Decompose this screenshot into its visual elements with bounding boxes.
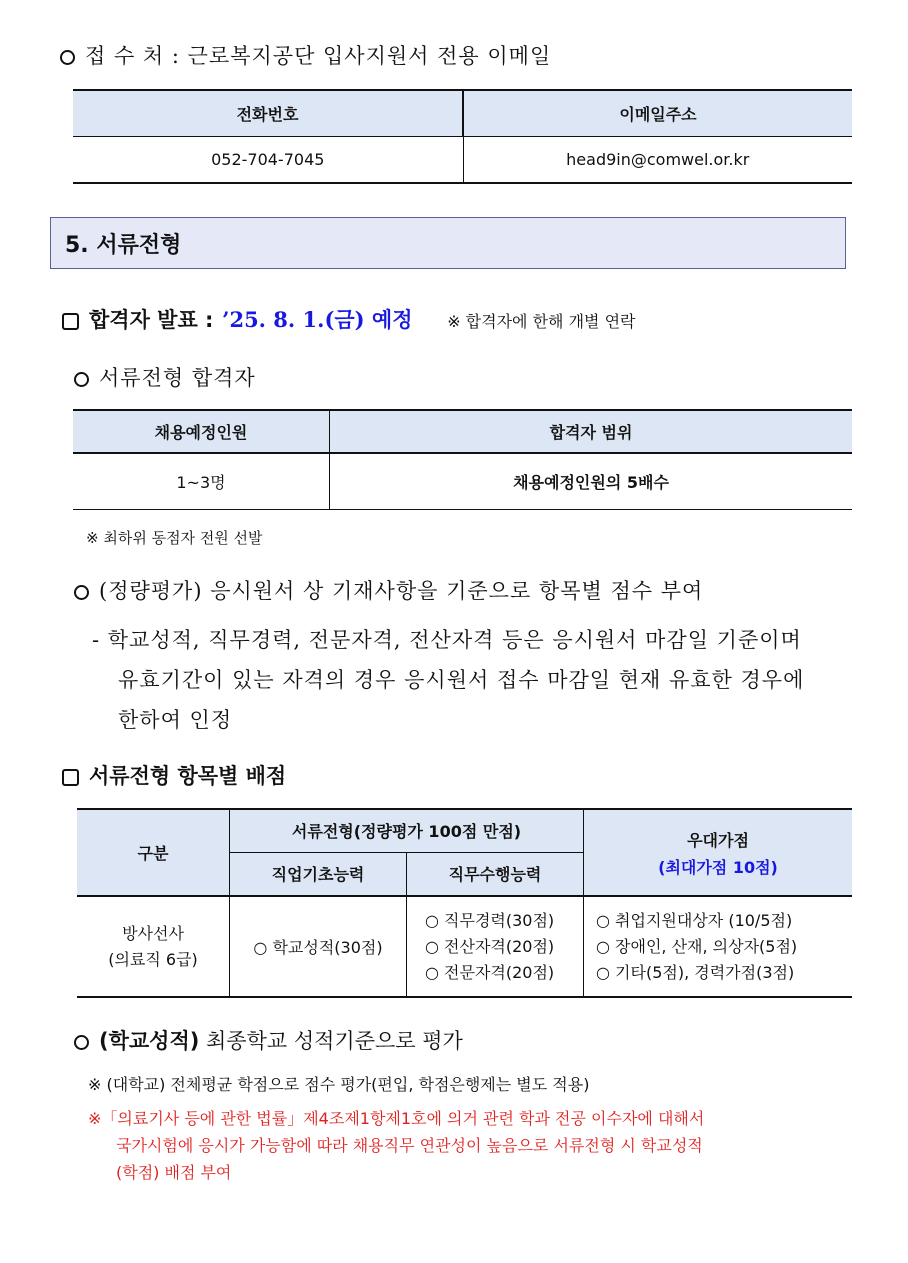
section-title: 5. 서류전형 (65, 233, 182, 258)
pass-planned: 1~3명 (73, 453, 330, 509)
bonus-subtitle: (최대가점 10점) (658, 857, 778, 877)
quant-title: (정량평가) 응시원서 상 기재사항을 기준으로 항목별 점수 부여 (74, 575, 703, 605)
list-item: ○ 직무경력(30점) (425, 910, 555, 930)
scoring-table (77, 808, 852, 998)
list-item: ○ 기타(5점), 경력가점(3점) (596, 962, 795, 982)
announcement-note: ※ 합격자에 한해 개별 연락 (447, 312, 636, 331)
school-note-1: ※ (대학교) 전체평균 학점으로 점수 평가(편입, 학점은행제는 별도 적용) (88, 1075, 590, 1094)
contact-email: head9in@comwel.or.kr (463, 136, 852, 183)
square-bullet-icon (62, 313, 79, 330)
pass-table (73, 409, 852, 510)
quant-line-1: - 학교성적, 직무경력, 전문자격, 전산자격 등은 응시원서 마감일 기준이며 (92, 628, 802, 652)
square-bullet-icon (62, 769, 79, 786)
scoring-header-group: 서류전형(정량평가 100점 만점) (230, 809, 584, 852)
announcement-date: ’25. 8. 1.(금) 예정 (222, 307, 413, 332)
contact-header-phone: 전화번호 (73, 90, 463, 136)
quant-line-3: 한하여 인정 (118, 708, 233, 732)
pass-header-range: 합격자 범위 (330, 410, 853, 453)
scoring-title: 서류전형 항목별 배점 (62, 760, 286, 790)
bonus-title: 우대가점 (687, 830, 749, 850)
contact-header-email: 이메일주소 (463, 90, 852, 136)
school-note-2-line-3: (학점) 배점 부여 (116, 1163, 232, 1182)
pass-range: 채용예정인원의 5배수 (330, 453, 853, 509)
scoring-basic-items: ○ 학교성적(30점) (230, 896, 407, 997)
announcement-label: 합격자 발표 : (89, 308, 214, 332)
pass-header-planned: 채용예정인원 (73, 410, 330, 453)
list-item: ○ 취업지원대상자 (10/5점) (596, 910, 793, 930)
school-note-2-line-1: ※「의료기사 등에 관한 법률」제4조제1항제1호에 의거 관련 학과 전공 이수자에 대해서 (88, 1109, 705, 1128)
school-title: (학교성적) 최종학교 성적기준으로 평가 (74, 1025, 463, 1055)
scoring-category: 방사선사 (의료직 6급) (77, 896, 230, 997)
list-item: ○ 전산자격(20점) (425, 936, 555, 956)
circle-bullet-icon (60, 50, 75, 65)
scoring-header-job: 직무수행능력 (407, 852, 584, 896)
scoring-header-bonus (584, 809, 853, 896)
scoring-job-items (407, 896, 584, 997)
section-header (50, 217, 846, 269)
list-item: ○ 전문자격(20점) (425, 962, 555, 982)
quant-line-2: 유효기간이 있는 자격의 경우 응시원서 접수 마감일 현재 유효한 경우에 (118, 668, 805, 692)
scoring-bonus-items (584, 896, 853, 997)
school-note-2-line-2: 국가시험에 응시가 가능함에 따라 채용직무 연관성이 높음으로 서류전형 시 학교성적 (116, 1136, 703, 1155)
scoring-header-category: 구분 (77, 809, 230, 896)
reception-line: 접 수 처 : 근로복지공단 입사지원서 전용 이메일 (60, 40, 551, 70)
circle-bullet-icon (74, 372, 89, 387)
pass-section-title: 서류전형 합격자 (74, 362, 256, 392)
announcement-line (62, 304, 636, 334)
contact-phone: 052-704-7045 (73, 136, 463, 183)
list-item: ○ 장애인, 산재, 의상자(5점) (596, 936, 798, 956)
circle-bullet-icon (74, 585, 89, 600)
pass-note: ※ 최하위 동점자 전원 선발 (86, 529, 263, 547)
contact-table (73, 89, 852, 184)
scoring-header-basic: 직업기초능력 (230, 852, 407, 896)
circle-bullet-icon (74, 1035, 89, 1050)
